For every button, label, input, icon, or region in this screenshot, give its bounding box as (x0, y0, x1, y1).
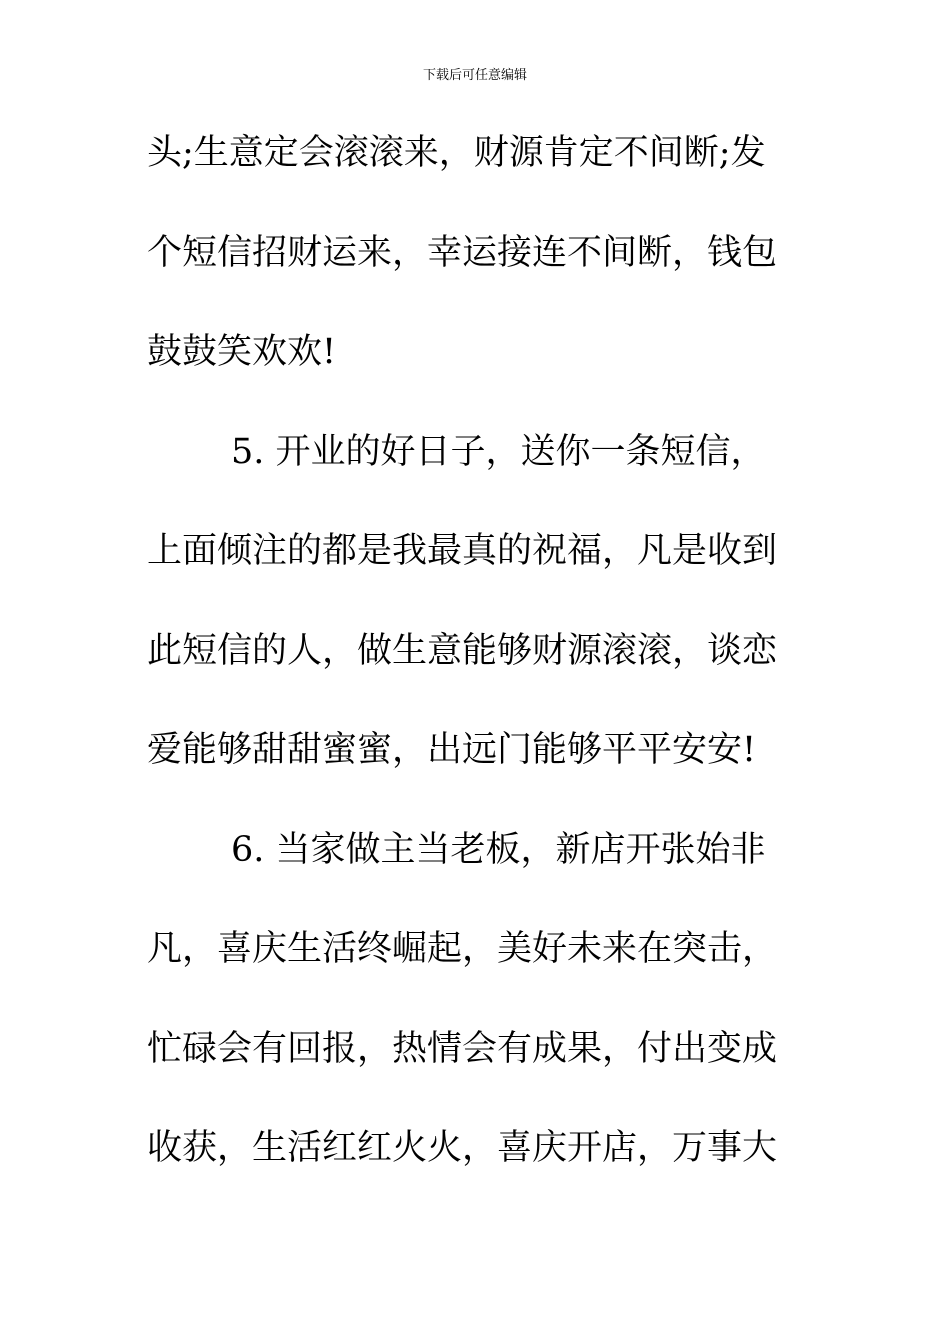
text-line-1: 头;生意定会滚滚来，财源肯定不间断;发 (147, 133, 766, 173)
text-line-7: 爱能够甜甜蜜蜜，出远门能够平平安安! (147, 730, 757, 770)
paragraph-6-first-line: 6. 当家做主当老板，新店开张始非 (231, 830, 766, 870)
text-line-9: 凡，喜庆生活终崛起，美好未来在突击， (147, 929, 778, 969)
page-header-note: 下载后可任意编辑 (422, 68, 527, 83)
text-line-2: 个短信招财运来，幸运接连不间断，钱包 (147, 233, 778, 273)
text-line-11: 收获，生活红红火火，喜庆开店，万事大 (147, 1128, 778, 1168)
text-line-6: 此短信的人，做生意能够财源滚滚，谈恋 (147, 631, 778, 671)
paragraph-5-first-line: 5. 开业的好日子，送你一条短信， (231, 432, 766, 472)
text-line-3: 鼓鼓笑欢欢! (147, 332, 337, 372)
text-line-10: 忙碌会有回报，热情会有成果，付出变成 (147, 1029, 778, 1069)
text-line-5: 上面倾注的都是我最真的祝福，凡是收到 (147, 531, 778, 571)
